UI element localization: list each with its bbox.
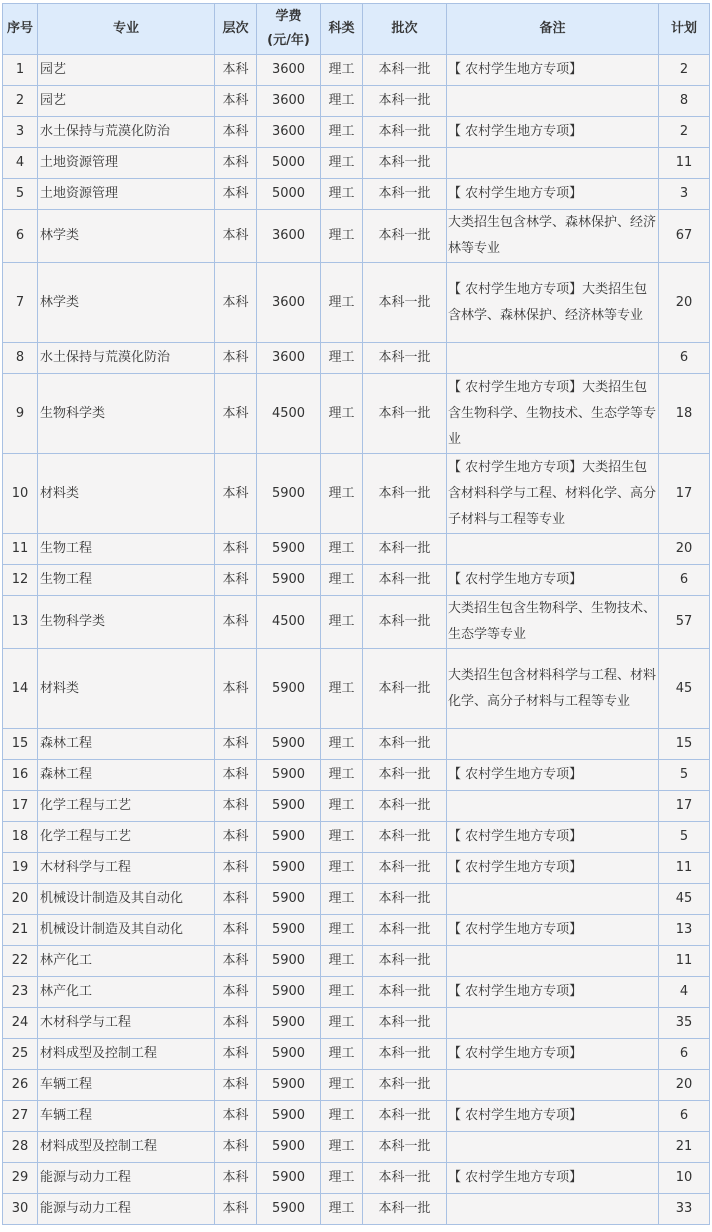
cell-fee: 5900 xyxy=(257,454,321,534)
cell-level: 本科 xyxy=(215,1039,257,1070)
cell-batch: 本科一批 xyxy=(363,565,447,596)
cell-major: 生物科学类 xyxy=(38,374,215,454)
table-row xyxy=(3,148,710,179)
cell-note: 大类招生包含生物科学、生物技术、生态学等专业 xyxy=(447,596,659,649)
cell-major: 生物科学类 xyxy=(38,596,215,649)
cell-plan: 10 xyxy=(659,1163,710,1194)
cell-level: 本科 xyxy=(215,117,257,148)
cell-index: 21 xyxy=(3,915,38,946)
cell-category: 理工 xyxy=(321,1070,363,1101)
cell-category: 理工 xyxy=(321,915,363,946)
cell-level: 本科 xyxy=(215,1070,257,1101)
cell-fee: 4500 xyxy=(257,374,321,454)
table-row xyxy=(3,1101,710,1132)
cell-category: 理工 xyxy=(321,148,363,179)
cell-category: 理工 xyxy=(321,263,363,343)
cell-plan: 57 xyxy=(659,596,710,649)
cell-batch: 本科一批 xyxy=(363,1008,447,1039)
cell-index: 24 xyxy=(3,1008,38,1039)
cell-plan: 3 xyxy=(659,179,710,210)
table-row xyxy=(3,915,710,946)
cell-fee: 5900 xyxy=(257,977,321,1008)
cell-level: 本科 xyxy=(215,1101,257,1132)
cell-index: 25 xyxy=(3,1039,38,1070)
cell-fee: 5000 xyxy=(257,179,321,210)
cell-batch: 本科一批 xyxy=(363,148,447,179)
cell-category: 理工 xyxy=(321,1101,363,1132)
cell-level: 本科 xyxy=(215,454,257,534)
table-row xyxy=(3,565,710,596)
cell-plan: 17 xyxy=(659,454,710,534)
cell-category: 理工 xyxy=(321,55,363,86)
cell-fee: 5900 xyxy=(257,822,321,853)
cell-fee: 3600 xyxy=(257,343,321,374)
cell-plan: 11 xyxy=(659,853,710,884)
cell-fee: 5900 xyxy=(257,853,321,884)
cell-index: 30 xyxy=(3,1194,38,1225)
cell-category: 理工 xyxy=(321,534,363,565)
cell-note xyxy=(447,86,659,117)
cell-major: 车辆工程 xyxy=(38,1101,215,1132)
header-index: 序号 xyxy=(3,4,38,55)
cell-fee: 5900 xyxy=(257,946,321,977)
cell-level: 本科 xyxy=(215,760,257,791)
cell-batch: 本科一批 xyxy=(363,1163,447,1194)
cell-batch: 本科一批 xyxy=(363,86,447,117)
cell-level: 本科 xyxy=(215,263,257,343)
cell-note: 【 农村学生地方专项】 xyxy=(447,1101,659,1132)
cell-index: 27 xyxy=(3,1101,38,1132)
cell-index: 19 xyxy=(3,853,38,884)
cell-plan: 13 xyxy=(659,915,710,946)
cell-category: 理工 xyxy=(321,343,363,374)
cell-note: 【 农村学生地方专项】 xyxy=(447,822,659,853)
cell-index: 13 xyxy=(3,596,38,649)
table-row xyxy=(3,343,710,374)
table-body xyxy=(3,55,710,1225)
cell-major: 森林工程 xyxy=(38,729,215,760)
cell-batch: 本科一批 xyxy=(363,760,447,791)
cell-category: 理工 xyxy=(321,1039,363,1070)
cell-category: 理工 xyxy=(321,1132,363,1163)
cell-note: 【 农村学生地方专项】 xyxy=(447,117,659,148)
cell-index: 2 xyxy=(3,86,38,117)
cell-plan: 20 xyxy=(659,534,710,565)
cell-fee: 5900 xyxy=(257,1101,321,1132)
cell-fee: 5900 xyxy=(257,1039,321,1070)
cell-index: 18 xyxy=(3,822,38,853)
cell-level: 本科 xyxy=(215,55,257,86)
cell-index: 10 xyxy=(3,454,38,534)
table-row xyxy=(3,86,710,117)
cell-major: 园艺 xyxy=(38,86,215,117)
table-header xyxy=(3,4,710,55)
cell-batch: 本科一批 xyxy=(363,534,447,565)
cell-index: 4 xyxy=(3,148,38,179)
header-major: 专业 xyxy=(38,4,215,55)
cell-note xyxy=(447,1132,659,1163)
cell-plan: 35 xyxy=(659,1008,710,1039)
table-row xyxy=(3,534,710,565)
header-plan: 计划 xyxy=(659,4,710,55)
cell-category: 理工 xyxy=(321,374,363,454)
cell-fee: 5900 xyxy=(257,915,321,946)
cell-plan: 33 xyxy=(659,1194,710,1225)
cell-batch: 本科一批 xyxy=(363,1101,447,1132)
table-row xyxy=(3,649,710,729)
cell-plan: 2 xyxy=(659,117,710,148)
cell-major: 木材科学与工程 xyxy=(38,853,215,884)
cell-batch: 本科一批 xyxy=(363,454,447,534)
cell-batch: 本科一批 xyxy=(363,596,447,649)
cell-plan: 8 xyxy=(659,86,710,117)
cell-level: 本科 xyxy=(215,822,257,853)
cell-batch: 本科一批 xyxy=(363,1132,447,1163)
cell-major: 土地资源管理 xyxy=(38,148,215,179)
cell-plan: 20 xyxy=(659,263,710,343)
cell-major: 机械设计制造及其自动化 xyxy=(38,915,215,946)
cell-batch: 本科一批 xyxy=(363,915,447,946)
header-category: 科类 xyxy=(321,4,363,55)
cell-note: 大类招生包含材料科学与工程、材料化学、高分子材料与工程等专业 xyxy=(447,649,659,729)
cell-major: 车辆工程 xyxy=(38,1070,215,1101)
cell-major: 材料类 xyxy=(38,454,215,534)
cell-fee: 3600 xyxy=(257,263,321,343)
cell-fee: 4500 xyxy=(257,596,321,649)
cell-category: 理工 xyxy=(321,729,363,760)
cell-index: 28 xyxy=(3,1132,38,1163)
cell-index: 20 xyxy=(3,884,38,915)
cell-index: 8 xyxy=(3,343,38,374)
cell-index: 15 xyxy=(3,729,38,760)
cell-fee: 5900 xyxy=(257,729,321,760)
table-row xyxy=(3,454,710,534)
cell-level: 本科 xyxy=(215,1194,257,1225)
cell-major: 林学类 xyxy=(38,210,215,263)
cell-note: 【 农村学生地方专项】 xyxy=(447,55,659,86)
cell-category: 理工 xyxy=(321,1008,363,1039)
cell-major: 材料类 xyxy=(38,649,215,729)
cell-fee: 5900 xyxy=(257,760,321,791)
cell-major: 森林工程 xyxy=(38,760,215,791)
cell-index: 14 xyxy=(3,649,38,729)
cell-note: 【 农村学生地方专项】 xyxy=(447,179,659,210)
cell-category: 理工 xyxy=(321,86,363,117)
cell-category: 理工 xyxy=(321,565,363,596)
table-row xyxy=(3,1132,710,1163)
cell-fee: 5900 xyxy=(257,1008,321,1039)
table-row xyxy=(3,263,710,343)
cell-index: 7 xyxy=(3,263,38,343)
cell-index: 23 xyxy=(3,977,38,1008)
cell-major: 能源与动力工程 xyxy=(38,1163,215,1194)
cell-category: 理工 xyxy=(321,977,363,1008)
table-row xyxy=(3,210,710,263)
cell-fee: 5000 xyxy=(257,148,321,179)
cell-plan: 6 xyxy=(659,1039,710,1070)
cell-category: 理工 xyxy=(321,179,363,210)
cell-category: 理工 xyxy=(321,1163,363,1194)
cell-fee: 5900 xyxy=(257,565,321,596)
cell-level: 本科 xyxy=(215,884,257,915)
cell-major: 林学类 xyxy=(38,263,215,343)
cell-fee: 3600 xyxy=(257,86,321,117)
cell-batch: 本科一批 xyxy=(363,1070,447,1101)
cell-note: 【 农村学生地方专项】 xyxy=(447,977,659,1008)
cell-level: 本科 xyxy=(215,374,257,454)
cell-note xyxy=(447,791,659,822)
cell-fee: 3600 xyxy=(257,117,321,148)
cell-batch: 本科一批 xyxy=(363,946,447,977)
cell-plan: 4 xyxy=(659,977,710,1008)
cell-index: 16 xyxy=(3,760,38,791)
cell-plan: 6 xyxy=(659,343,710,374)
cell-note: 【 农村学生地方专项】 xyxy=(447,565,659,596)
table-row xyxy=(3,729,710,760)
cell-note: 大类招生包含林学、森林保护、经济林等专业 xyxy=(447,210,659,263)
cell-major: 化学工程与工艺 xyxy=(38,791,215,822)
cell-plan: 20 xyxy=(659,1070,710,1101)
cell-plan: 11 xyxy=(659,148,710,179)
cell-major: 林产化工 xyxy=(38,946,215,977)
cell-level: 本科 xyxy=(215,565,257,596)
table-row xyxy=(3,55,710,86)
cell-category: 理工 xyxy=(321,791,363,822)
cell-batch: 本科一批 xyxy=(363,977,447,1008)
cell-fee: 5900 xyxy=(257,1194,321,1225)
table-row xyxy=(3,946,710,977)
cell-plan: 21 xyxy=(659,1132,710,1163)
cell-major: 材料成型及控制工程 xyxy=(38,1132,215,1163)
header-batch: 批次 xyxy=(363,4,447,55)
cell-plan: 5 xyxy=(659,760,710,791)
cell-category: 理工 xyxy=(321,760,363,791)
cell-note xyxy=(447,1194,659,1225)
table-row xyxy=(3,822,710,853)
cell-batch: 本科一批 xyxy=(363,822,447,853)
table-row xyxy=(3,1039,710,1070)
cell-index: 12 xyxy=(3,565,38,596)
cell-fee: 5900 xyxy=(257,534,321,565)
cell-batch: 本科一批 xyxy=(363,55,447,86)
header-note: 备注 xyxy=(447,4,659,55)
cell-note xyxy=(447,1008,659,1039)
cell-category: 理工 xyxy=(321,1194,363,1225)
table-row xyxy=(3,1163,710,1194)
cell-plan: 15 xyxy=(659,729,710,760)
cell-fee: 5900 xyxy=(257,649,321,729)
cell-major: 园艺 xyxy=(38,55,215,86)
cell-level: 本科 xyxy=(215,179,257,210)
cell-category: 理工 xyxy=(321,596,363,649)
cell-note: 【 农村学生地方专项】大类招生包含林学、森林保护、经济林等专业 xyxy=(447,263,659,343)
cell-plan: 2 xyxy=(659,55,710,86)
cell-level: 本科 xyxy=(215,915,257,946)
cell-category: 理工 xyxy=(321,853,363,884)
cell-plan: 11 xyxy=(659,946,710,977)
cell-level: 本科 xyxy=(215,649,257,729)
cell-major: 土地资源管理 xyxy=(38,179,215,210)
cell-batch: 本科一批 xyxy=(363,853,447,884)
enrollment-plan-table xyxy=(2,3,710,1225)
cell-level: 本科 xyxy=(215,729,257,760)
cell-fee: 5900 xyxy=(257,1163,321,1194)
cell-level: 本科 xyxy=(215,946,257,977)
cell-level: 本科 xyxy=(215,596,257,649)
table-row xyxy=(3,791,710,822)
cell-batch: 本科一批 xyxy=(363,791,447,822)
table-row xyxy=(3,179,710,210)
cell-level: 本科 xyxy=(215,86,257,117)
cell-index: 17 xyxy=(3,791,38,822)
cell-note xyxy=(447,148,659,179)
cell-fee: 3600 xyxy=(257,210,321,263)
cell-category: 理工 xyxy=(321,454,363,534)
cell-level: 本科 xyxy=(215,210,257,263)
cell-category: 理工 xyxy=(321,117,363,148)
cell-index: 22 xyxy=(3,946,38,977)
cell-level: 本科 xyxy=(215,853,257,884)
cell-level: 本科 xyxy=(215,343,257,374)
cell-level: 本科 xyxy=(215,148,257,179)
cell-level: 本科 xyxy=(215,1163,257,1194)
cell-note: 【 农村学生地方专项】 xyxy=(447,760,659,791)
cell-batch: 本科一批 xyxy=(363,729,447,760)
cell-note: 【 农村学生地方专项】 xyxy=(447,915,659,946)
cell-category: 理工 xyxy=(321,884,363,915)
cell-major: 水土保持与荒漠化防治 xyxy=(38,343,215,374)
cell-major: 生物工程 xyxy=(38,534,215,565)
table-row xyxy=(3,374,710,454)
cell-batch: 本科一批 xyxy=(363,343,447,374)
cell-note: 【 农村学生地方专项】大类招生包含材料科学与工程、材料化学、高分子材料与工程等专业 xyxy=(447,454,659,534)
cell-note xyxy=(447,884,659,915)
cell-index: 3 xyxy=(3,117,38,148)
cell-fee: 5900 xyxy=(257,1070,321,1101)
cell-plan: 6 xyxy=(659,1101,710,1132)
cell-index: 5 xyxy=(3,179,38,210)
cell-level: 本科 xyxy=(215,977,257,1008)
cell-batch: 本科一批 xyxy=(363,179,447,210)
table-row xyxy=(3,1070,710,1101)
cell-category: 理工 xyxy=(321,649,363,729)
table-row xyxy=(3,884,710,915)
cell-note: 【 农村学生地方专项】大类招生包含生物科学、生物技术、生态学等专业 xyxy=(447,374,659,454)
cell-plan: 18 xyxy=(659,374,710,454)
cell-batch: 本科一批 xyxy=(363,649,447,729)
table-row xyxy=(3,977,710,1008)
cell-note xyxy=(447,534,659,565)
cell-level: 本科 xyxy=(215,1008,257,1039)
cell-note: 【 农村学生地方专项】 xyxy=(447,853,659,884)
cell-category: 理工 xyxy=(321,946,363,977)
cell-note: 【 农村学生地方专项】 xyxy=(447,1163,659,1194)
cell-major: 材料成型及控制工程 xyxy=(38,1039,215,1070)
cell-index: 9 xyxy=(3,374,38,454)
cell-fee: 3600 xyxy=(257,55,321,86)
cell-major: 机械设计制造及其自动化 xyxy=(38,884,215,915)
header-row xyxy=(3,4,710,55)
cell-major: 木材科学与工程 xyxy=(38,1008,215,1039)
header-fee-line2: (元/年) xyxy=(267,33,310,48)
table-row xyxy=(3,853,710,884)
cell-plan: 45 xyxy=(659,884,710,915)
cell-level: 本科 xyxy=(215,1132,257,1163)
cell-plan: 17 xyxy=(659,791,710,822)
table-row xyxy=(3,760,710,791)
cell-fee: 5900 xyxy=(257,884,321,915)
cell-batch: 本科一批 xyxy=(363,884,447,915)
cell-note xyxy=(447,1070,659,1101)
cell-plan: 5 xyxy=(659,822,710,853)
cell-index: 11 xyxy=(3,534,38,565)
cell-batch: 本科一批 xyxy=(363,210,447,263)
cell-index: 26 xyxy=(3,1070,38,1101)
table-row xyxy=(3,1194,710,1225)
cell-category: 理工 xyxy=(321,210,363,263)
cell-category: 理工 xyxy=(321,822,363,853)
cell-major: 林产化工 xyxy=(38,977,215,1008)
enrollment-plan-table-wrapper xyxy=(2,3,710,1225)
cell-plan: 6 xyxy=(659,565,710,596)
cell-level: 本科 xyxy=(215,534,257,565)
cell-index: 6 xyxy=(3,210,38,263)
cell-index: 29 xyxy=(3,1163,38,1194)
cell-major: 水土保持与荒漠化防治 xyxy=(38,117,215,148)
cell-major: 生物工程 xyxy=(38,565,215,596)
cell-note xyxy=(447,343,659,374)
cell-index: 1 xyxy=(3,55,38,86)
cell-batch: 本科一批 xyxy=(363,263,447,343)
cell-fee: 5900 xyxy=(257,1132,321,1163)
header-fee-line1: 学费 xyxy=(275,9,302,24)
cell-batch: 本科一批 xyxy=(363,374,447,454)
cell-batch: 本科一批 xyxy=(363,117,447,148)
cell-fee: 5900 xyxy=(257,791,321,822)
cell-batch: 本科一批 xyxy=(363,1194,447,1225)
cell-level: 本科 xyxy=(215,791,257,822)
header-fee xyxy=(257,4,321,55)
table-row xyxy=(3,596,710,649)
cell-major: 能源与动力工程 xyxy=(38,1194,215,1225)
cell-note: 【 农村学生地方专项】 xyxy=(447,1039,659,1070)
cell-plan: 67 xyxy=(659,210,710,263)
cell-plan: 45 xyxy=(659,649,710,729)
cell-batch: 本科一批 xyxy=(363,1039,447,1070)
header-level: 层次 xyxy=(215,4,257,55)
cell-note xyxy=(447,729,659,760)
cell-major: 化学工程与工艺 xyxy=(38,822,215,853)
cell-note xyxy=(447,946,659,977)
table-row xyxy=(3,117,710,148)
table-row xyxy=(3,1008,710,1039)
